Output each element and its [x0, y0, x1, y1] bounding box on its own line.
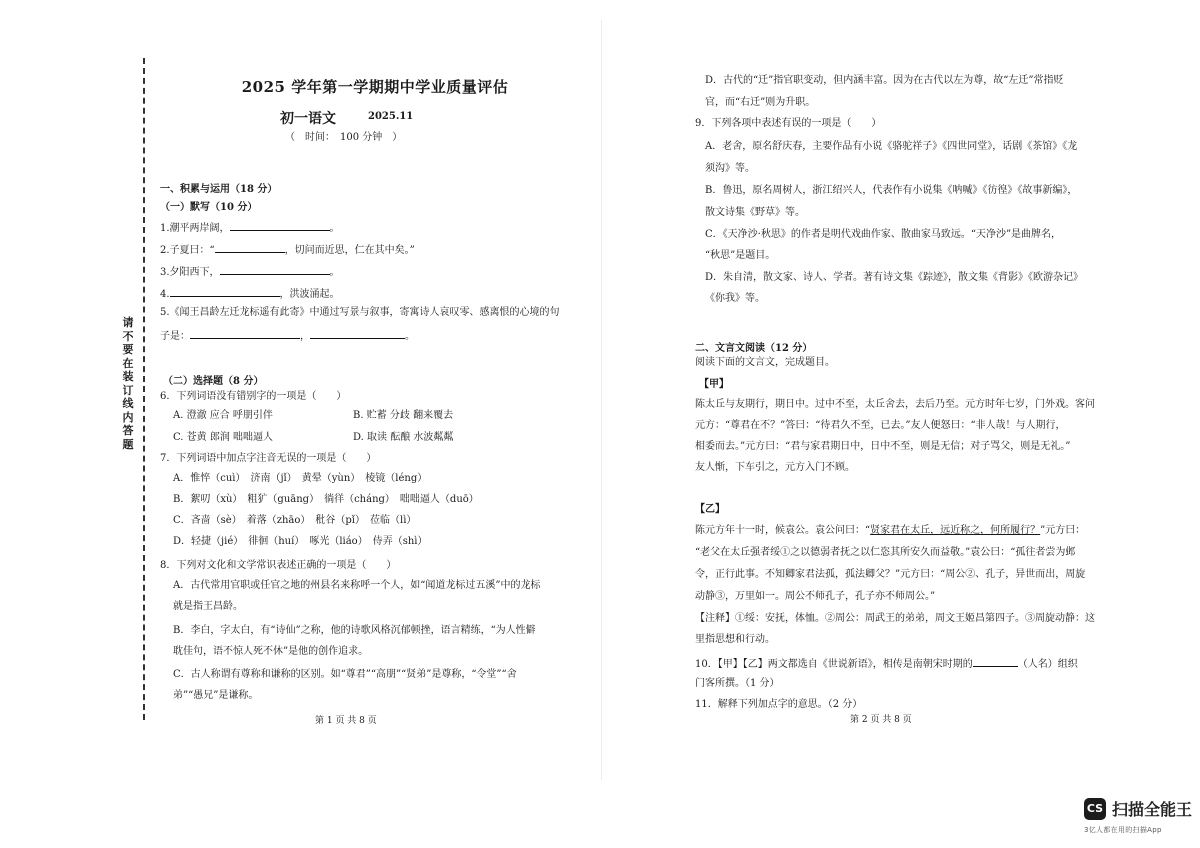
- option-a[interactable]: A．老舍，原名舒庆春，主要作品有小说《骆驼祥子》《四世同堂》，话剧《茶馆》《龙: [705, 141, 1078, 152]
- question-10-text-b: （人名）组织: [1017, 659, 1078, 670]
- question-4: [160, 286, 340, 302]
- passage-yi-label: 【乙】: [695, 504, 725, 515]
- option-b[interactable]: B．李白，字太白，有“诗仙”之称，他的诗歌风格沉郁顿挫，语言精练，“为人性僻: [173, 625, 536, 636]
- option-a[interactable]: A．惟悴（cuì） 济南（jǐ） 黄晕（yùn） 棱镜（léng）: [173, 473, 428, 484]
- option-a-cont: 就是指王昌龄。: [173, 601, 243, 612]
- passage-jia-label: 【甲】: [699, 379, 729, 390]
- option-d[interactable]: D．朱自清，散文家、诗人、学者。著有诗文集《踪迹》，散文集《背影》《欧游杂记》: [705, 272, 1084, 283]
- passage-jia-line: 相委而去。”元方曰：“君与家君期日中，日中不至，则是无信；对子骂父，则是无礼。”: [695, 441, 1071, 452]
- option-c[interactable]: C．《天净沙·秋思》的作者是明代戏曲作家、散曲家马致远。“天净沙”是曲牌名，: [705, 229, 1062, 240]
- option-c[interactable]: C. 苍黄 郎润 咄咄逼人: [173, 432, 274, 443]
- question-11: 11．解释下列加点字的意思。（2 分）: [695, 699, 863, 710]
- option-a[interactable]: A. 澄澈 应合 呼朋引伴: [173, 410, 273, 421]
- passage-jia-line: 友人惭，下车引之，元方入门不顾。: [695, 462, 855, 473]
- option-d-cont: 《你我》等。: [705, 293, 765, 304]
- option-b[interactable]: B. 贮蓄 分歧 翻来覆去: [353, 410, 454, 421]
- question-3-text: 3.夕阳西下，: [160, 267, 220, 278]
- question-7: 7．下列词语中加点字注音无误的一项是（ ）: [160, 453, 377, 464]
- option-d-cont: 官，而“右迁”则为升职。: [705, 97, 816, 108]
- option-d[interactable]: D．古代的“迁”指官职变动，但内涵丰富。因为在古代以左为尊，故“左迁”常指贬: [705, 75, 1064, 86]
- exam-time: （ 时间： 100 分钟 ）: [285, 132, 403, 143]
- answer-blank[interactable]: [215, 242, 285, 253]
- answer-blank[interactable]: [170, 286, 280, 297]
- question-6: 6．下列词语没有错别字的一项是（ ）: [160, 391, 347, 402]
- question-10-cont: 门客所撰。（1 分）: [695, 678, 780, 689]
- question-2-text-b: ，切问而近思，仁在其中矣。”: [284, 245, 415, 256]
- question-2: [160, 242, 415, 258]
- option-d[interactable]: D. 取读 酝酿 水波粼粼: [353, 432, 454, 443]
- section-2-heading: 二、文言文阅读（12 分）: [695, 343, 813, 354]
- reading-intro: 阅读下面的文言文，完成题目。: [695, 357, 835, 368]
- scanner-logo-icon: CS: [1084, 798, 1106, 820]
- exam-title: 2025 学年第一学期期中学业质量评估: [241, 78, 509, 96]
- underlined-sentence: 贤家君在太丘，远近称之，何所履行？: [870, 525, 1041, 536]
- question-2-text: 2.子夏曰：“: [160, 245, 215, 256]
- binding-note: 请不要在装订线内答题: [122, 316, 134, 451]
- passage-jia-line: 元方：“尊君在不？”答曰：“待君久不至，已去。”友人便怒曰：“非人哉！与人期行，: [695, 420, 1066, 431]
- answer-blank[interactable]: [190, 328, 300, 339]
- passage-yi-text-b: ”元方曰：: [1040, 525, 1086, 536]
- question-5: 5.《闻王昌龄左迁龙标遥有此寄》中通过写景与叙事，寄寓诗人哀叹零、感离恨的心境的句: [160, 307, 560, 318]
- option-c[interactable]: C．吝啬（sè） 着落（zhāo） 秕谷（pǐ） 莅临（lì）: [173, 515, 417, 526]
- page-divider: [601, 20, 602, 780]
- section-1-heading: 一、积累与运用（18 分）: [160, 184, 278, 195]
- question-5-answer-line: 子是： ， 。: [160, 328, 415, 344]
- answer-blank[interactable]: [310, 328, 405, 339]
- question-10: [695, 656, 1078, 672]
- answer-blank[interactable]: [973, 656, 1018, 667]
- option-b[interactable]: B．鲁迅，原名周树人，浙江绍兴人，代表作有小说集《呐喊》《彷徨》《故事新编》，: [705, 185, 1078, 196]
- question-3: 3.夕阳西下， 。: [160, 264, 340, 280]
- question-6-options: [173, 409, 553, 445]
- passage-yi-line: 令，正行此事。不知卿家君法孤，孤法卿父？”元方曰：“周公②、孔子，异世而出，周旋: [695, 569, 1086, 580]
- exam-date: 2025.11: [368, 111, 414, 122]
- passage-jia-line: 陈太丘与友期行，期日中。过中不至，太丘舍去，去后乃至。元方时年七岁，门外戏。客问: [695, 399, 1095, 410]
- question-5-text-b: 子是：: [160, 331, 190, 342]
- option-b[interactable]: B．絮叨（xù） 粗犷（guāng） 徜徉（cháng） 咄咄逼人（duō）: [173, 494, 479, 505]
- exam-subject: 初一语文: [280, 111, 336, 127]
- option-b-cont: 散文诗集《野草》等。: [705, 207, 805, 218]
- option-b-cont: 耽佳句，语不惊人死不休”是他的创作追求。: [173, 646, 369, 657]
- question-1-text: 1.潮平两岸阔，: [160, 223, 230, 234]
- question-4-text-b: ，洪波涌起。: [279, 289, 340, 300]
- option-a-cont: 须沟》等。: [705, 163, 755, 174]
- option-a[interactable]: A．古代常用官职或任官之地的州县名来称呼一个人，如“闻道龙标过五溪”中的龙标: [173, 580, 541, 591]
- question-4-text: 4.: [160, 289, 170, 300]
- subsection-dictation: （一）默写（10 分）: [160, 202, 258, 213]
- option-c[interactable]: C．古人称谓有尊称和谦称的区别。如“尊君”“高朋”“贤弟”是尊称，“令堂”“舍: [173, 669, 517, 680]
- option-c-cont: “秋思”是题目。: [705, 250, 776, 261]
- scanner-tagline: 3亿人都在用的扫描App: [1084, 826, 1162, 834]
- annotation: 【注释】①绥：安抚，体恤。②周公：周武王的弟弟，周文王姬昌第四子。③周旋动静：这: [695, 613, 1095, 624]
- scanner-brand-name: 扫描全能王: [1112, 800, 1193, 819]
- subsection-choice: （二）选择题（8 分）: [163, 376, 264, 387]
- passage-yi-line: 动静③，万里如一。周公不师孔子，孔子亦不师周公。”: [695, 591, 936, 602]
- question-10-text: 10．【甲】【乙】两文都选自《世说新语》，相传是南朝宋时期的: [695, 659, 973, 670]
- passage-yi-line: “老父在太丘强者绥①之以德弱者抚之以仁恣其所安久而益敬。”袁公曰：“孤往者尝为邺: [695, 547, 1076, 558]
- question-1: 1.潮平两岸阔， 。: [160, 220, 340, 236]
- question-8: 8．下列对文化和文学常识表述正确的一项是（ ）: [160, 560, 397, 571]
- binding-line: [143, 58, 145, 720]
- question-9: 9．下列各项中表述有误的一项是（ ）: [695, 118, 882, 129]
- passage-yi-text: 陈元方年十一时，候袁公。袁公问曰：“: [695, 525, 871, 536]
- page-number: 第 2 页 共 8 页: [850, 715, 912, 725]
- page-number: 第 1 页 共 8 页: [315, 716, 377, 726]
- annotation-cont: 里指思想和行动。: [695, 634, 775, 645]
- option-c-cont: 弟”“愚兄”是谦称。: [173, 690, 259, 701]
- scanner-watermark: [1084, 797, 1192, 820]
- option-d[interactable]: D．轻捷（jié） 徘徊（huí） 啄光（liáo） 侍弄（shì）: [173, 536, 428, 547]
- answer-blank[interactable]: [220, 264, 330, 275]
- answer-blank[interactable]: [230, 220, 330, 231]
- passage-yi-line: [695, 524, 1085, 538]
